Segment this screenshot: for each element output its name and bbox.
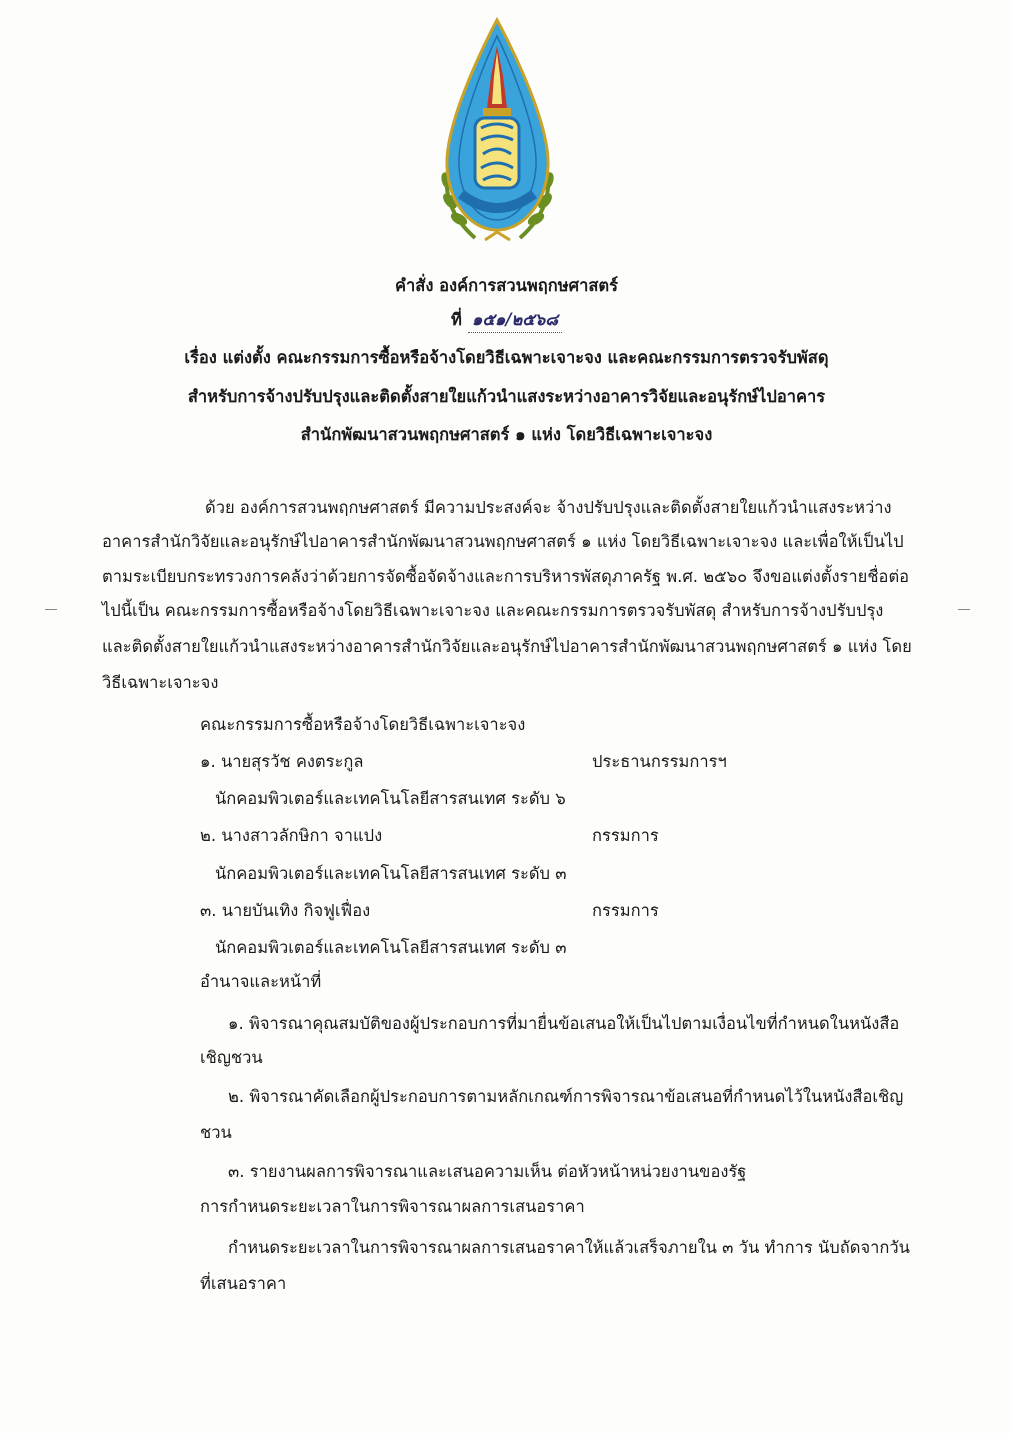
paragraph-line: ด้วย องค์การสวนพฤกษศาสตร์ มีความประสงค์จะ จ้างปรับปรุงและติดตั้งสายใยแก้วนำแสงระหว่าง: [205, 498, 892, 517]
member-role: กรรมการ: [592, 901, 659, 920]
paragraph-line: ตามระเบียบกระทรวงการคลังว่าด้วยการจัดซื้อจัดจ้างและการบริหารพัสดุภาครัฐ พ.ศ. ๒๕๖๐ จึงขอแต่งตั้งรายชื่อต่อ: [102, 567, 910, 586]
subject-line-2: สำหรับการจ้างปรับปรุงและติดตั้งสายใยแก้วนำแสงระหว่างอาคารวิจัยและอนุรักษ์ไปอาคาร: [187, 387, 826, 406]
subject-line-3: สำนักพัฒนาสวนพฤกษศาสตร์ ๑ แห่ง โดยวิธีเฉพาะเจาะจง: [300, 425, 713, 444]
member-name: ๑. นายสุรวัช คงตระกูล: [200, 752, 364, 771]
margin-mark-left: [45, 609, 57, 610]
paragraph-line: วิธีเฉพาะเจาะจง: [102, 673, 219, 692]
order-number-prefix: ที่: [451, 310, 462, 329]
committee-title: คณะกรรมการซื้อหรือจ้างโดยวิธีเฉพาะเจาะจง: [200, 715, 526, 734]
paragraph-line: ไปนี้เป็น คณะกรรมการซื้อหรือจ้างโดยวิธีเฉพาะเจาะจง และคณะกรรมการตรวจรับพัสดุ สำหรับการจ้างปรับปรุง: [102, 601, 884, 620]
duties-title: อำนาจและหน้าที่: [200, 972, 322, 991]
duty-line: ๑. พิจารณาคุณสมบัติของผู้ประกอบการที่มายื่นข้อเสนอให้เป็นไปตามเงื่อนไขที่กำหนดในหนังสือ: [228, 1014, 900, 1033]
duty-line: ชวน: [200, 1123, 232, 1142]
member-position: นักคอมพิวเตอร์และเทคโนโลยีสารสนเทศ ระดับ ๓: [215, 938, 567, 957]
margin-mark-right: [958, 609, 970, 610]
order-title: คำสั่ง องค์การสวนพฤกษศาสตร์: [394, 276, 619, 295]
order-number: [0, 308, 1013, 333]
member-position: นักคอมพิวเตอร์และเทคโนโลยีสารสนเทศ ระดับ ๓: [215, 864, 567, 883]
member-name: ๒. นางสาวลักษิกา จาแปง: [200, 826, 383, 845]
duty-line: ๒. พิจารณาคัดเลือกผู้ประกอบการตามหลักเกณฑ์การพิจารณาข้อเสนอที่กำหนดไว้ในหนังสือเชิญ: [228, 1087, 904, 1106]
duty-line: ๓. รายงานผลการพิจารณาและเสนอความเห็น ต่อหัวหน้าหน่วยงานของรัฐ: [228, 1162, 747, 1181]
organization-logo: [435, 16, 560, 248]
duty-line: เชิญชวน: [200, 1048, 263, 1067]
timeline-title: การกำหนดระยะเวลาในการพิจารณาผลการเสนอราคา: [200, 1197, 585, 1216]
paragraph-line: อาคารสำนักวิจัยและอนุรักษ์ไปอาคารสำนักพัฒนาสวนพฤกษศาสตร์ ๑ แห่ง โดยวิธีเฉพาะเจาะจง และเพื่อให้เป็นไป: [102, 532, 904, 551]
timeline-line: ที่เสนอราคา: [200, 1274, 287, 1293]
emblem-center-icon: [475, 118, 519, 188]
timeline-line: กำหนดระยะเวลาในการพิจารณาผลการเสนอราคาให้แล้วเสร็จภายใน ๓ วัน ทำการ นับถัดจากวัน: [228, 1238, 910, 1257]
paragraph-line: และติดตั้งสายใยแก้วนำแสงระหว่างอาคารสำนักวิจัยและอนุรักษ์ไปอาคารสำนักพัฒนาสวนพฤกษศาสตร์ ๑ แห่ง โดย: [102, 637, 912, 656]
member-position: นักคอมพิวเตอร์และเทคโนโลยีสารสนเทศ ระดับ ๖: [215, 789, 566, 808]
order-number-value: ๑๕๑/๒๕๖๘: [468, 308, 562, 333]
member-name: ๓. นายบันเทิง กิจฟูเฟื่อง: [200, 901, 371, 920]
subject-line-1: เรื่อง แต่งตั้ง คณะกรรมการซื้อหรือจ้างโดยวิธีเฉพาะเจาะจง และคณะกรรมการตรวจรับพัสดุ: [184, 348, 829, 367]
member-role: ประธานกรรมการฯ: [592, 752, 727, 771]
member-role: กรรมการ: [592, 826, 659, 845]
